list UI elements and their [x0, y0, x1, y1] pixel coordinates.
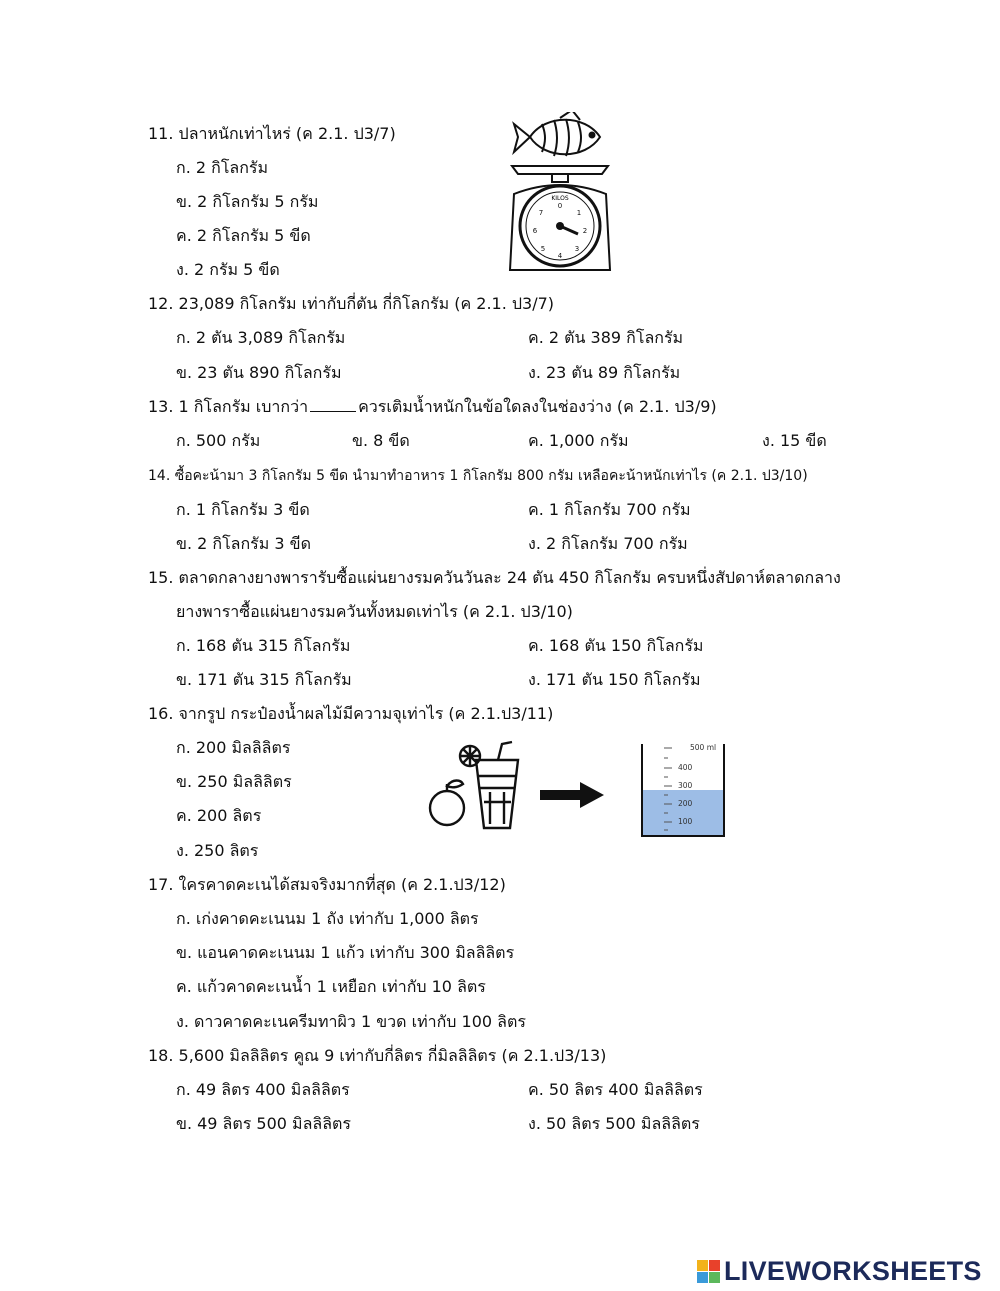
- question-15-stem-line2: ยางพาราซื้อแผ่นยางรมควันทั้งหมดเท่าไร (ค 2.1. ป3/10): [176, 602, 573, 621]
- right-arrow-icon: [540, 780, 606, 810]
- question-11-choice-b[interactable]: ข. 2 กิโลกรัม 5 กรัม: [176, 192, 319, 211]
- question-13-choice-d[interactable]: ง. 15 ขีด: [762, 431, 827, 450]
- question-15-stem: 15. ตลาดกลางยางพารารับซื้อแผ่นยางรมควันวันละ 24 ตัน 450 กิโลกรัม ครบหนึ่งสัปดาห์ตลาดกลาง: [148, 568, 841, 587]
- question-12-stem: 12. 23,089 กิโลกรัม เท่ากับกี่ตัน กี่กิโลกรัม (ค 2.1. ป3/7): [148, 294, 555, 313]
- question-11-choice-c[interactable]: ค. 2 กิโลกรัม 5 ขีด: [176, 226, 311, 245]
- question-13-stem-before: 13. 1 กิโลกรัม เบากว่า: [148, 397, 309, 416]
- question-17-choice-d[interactable]: ง. ดาวคาดคะเนครีมทาผิว 1 ขวด เท่ากับ 100 ลิตร: [176, 1012, 526, 1031]
- question-15-choice-b[interactable]: ข. 171 ตัน 315 กิโลกรัม: [176, 670, 352, 689]
- question-17-stem: 17. ใครคาดคะเนได้สมจริงมากที่สุด (ค 2.1.ป3/12): [148, 875, 506, 894]
- answer-blank[interactable]: [310, 397, 356, 412]
- question-11-choice-a[interactable]: ก. 2 กิโลกรัม: [176, 158, 269, 177]
- dial-number: 6: [532, 227, 538, 235]
- question-18-choice-b[interactable]: ข. 49 ลิตร 500 มิลลิลิตร: [176, 1114, 351, 1133]
- question-18-choice-d[interactable]: ง. 50 ลิตร 500 มิลลิลิตร: [528, 1114, 700, 1133]
- question-11-stem: 11. ปลาหนักเท่าไหร่ (ค 2.1. ป3/7): [148, 124, 396, 143]
- beaker-tick-label: 400: [678, 763, 693, 772]
- logo-cube-icon: [697, 1260, 720, 1283]
- question-12-choice-d[interactable]: ง. 23 ตัน 89 กิโลกรัม: [528, 363, 681, 382]
- beaker-capacity-label: 500 ml: [690, 743, 717, 752]
- question-14-stem: 14. ซื้อคะน้ามา 3 กิโลกรัม 5 ขีด นำมาทำอาหาร 1 กิโลกรัม 800 กรัม เหลือคะน้าหนักเท่าไร (ค 2.1. ป3/10): [148, 468, 808, 484]
- logo-text: LIVEWORKSHEETS: [724, 1256, 982, 1286]
- fish-icon: [514, 112, 600, 156]
- question-16-choice-a[interactable]: ก. 200 มิลลิลิตร: [176, 738, 291, 757]
- dial-number: 1: [576, 209, 582, 217]
- juice-and-orange-icon: [426, 740, 522, 832]
- question-13-choice-b[interactable]: ข. 8 ขีด: [352, 431, 410, 450]
- question-16-stem: 16. จากรูป กระป๋องน้ำผลไม้มีความจุเท่าไร (ค 2.1.ป3/11): [148, 704, 554, 723]
- question-14-choice-b[interactable]: ข. 2 กิโลกรัม 3 ขีด: [176, 534, 311, 553]
- question-16-choice-b[interactable]: ข. 250 มิลลิลิตร: [176, 772, 292, 791]
- beaker-tick-label: 100: [678, 817, 693, 826]
- beaker-tick-label: 300: [678, 781, 693, 790]
- dial-number: 4: [557, 252, 563, 260]
- dial-number: 0: [557, 202, 563, 210]
- question-17-choice-b[interactable]: ข. แอนคาดคะเนนม 1 แก้ว เท่ากับ 300 มิลลิลิตร: [176, 943, 515, 962]
- measuring-beaker: [636, 740, 736, 840]
- dial-number: 3: [574, 245, 580, 253]
- question-14-choice-d[interactable]: ง. 2 กิโลกรัม 700 กรัม: [528, 534, 688, 553]
- question-11-choice-d[interactable]: ง. 2 กรัม 5 ขีด: [176, 260, 280, 279]
- question-18-stem: 18. 5,600 มิลลิลิตร คูณ 9 เท่ากับกี่ลิตร กี่มิลลิลิตร (ค 2.1.ป3/13): [148, 1046, 607, 1065]
- dial-number: 7: [538, 209, 544, 217]
- question-14-choice-c[interactable]: ค. 1 กิโลกรัม 700 กรัม: [528, 500, 691, 519]
- question-14-choice-a[interactable]: ก. 1 กิโลกรัม 3 ขีด: [176, 500, 310, 519]
- beaker-tick-label: 200: [678, 799, 693, 808]
- question-15-choice-a[interactable]: ก. 168 ตัน 315 กิโลกรัม: [176, 636, 351, 655]
- question-15-choice-d[interactable]: ง. 171 ตัน 150 กิโลกรัม: [528, 670, 701, 689]
- question-13-stem: [148, 396, 717, 418]
- liveworksheets-logo[interactable]: [697, 1256, 982, 1287]
- question-17-choice-a[interactable]: ก. เก่งคาดคะเนนม 1 ถัง เท่ากับ 1,000 ลิตร: [176, 909, 479, 928]
- question-13-choice-c[interactable]: ค. 1,000 กรัม: [528, 431, 629, 450]
- question-16-choice-d[interactable]: ง. 250 ลิตร: [176, 841, 259, 860]
- question-17-choice-c[interactable]: ค. แก้วคาดคะเนน้ำ 1 เหยือก เท่ากับ 10 ลิตร: [176, 977, 486, 996]
- question-13-stem-after: ควรเติมน้ำหนักในข้อใดลงในช่องว่าง (ค 2.1. ป3/9): [358, 397, 717, 416]
- question-12-choice-b[interactable]: ข. 23 ตัน 890 กิโลกรัม: [176, 363, 342, 382]
- question-15-choice-c[interactable]: ค. 168 ตัน 150 กิโลกรัม: [528, 636, 704, 655]
- question-12-choice-c[interactable]: ค. 2 ตัน 389 กิโลกรัม: [528, 328, 684, 347]
- scale-brand-label: KILOS: [551, 195, 569, 202]
- beaker-liquid: [642, 790, 724, 836]
- question-13-choice-a[interactable]: ก. 500 กรัม: [176, 431, 261, 450]
- dial-number: 5: [540, 245, 546, 253]
- orange-icon: [430, 781, 464, 826]
- question-18-choice-a[interactable]: ก. 49 ลิตร 400 มิลลิลิตร: [176, 1080, 350, 1099]
- fish-on-scale-illustration: [500, 112, 620, 274]
- question-12-choice-a[interactable]: ก. 2 ตัน 3,089 กิโลกรัม: [176, 328, 346, 347]
- dial-number: 2: [582, 227, 588, 235]
- juice-glass-icon: [460, 742, 518, 828]
- question-16-choice-c[interactable]: ค. 200 ลิตร: [176, 806, 262, 825]
- question-18-choice-c[interactable]: ค. 50 ลิตร 400 มิลลิลิตร: [528, 1080, 703, 1099]
